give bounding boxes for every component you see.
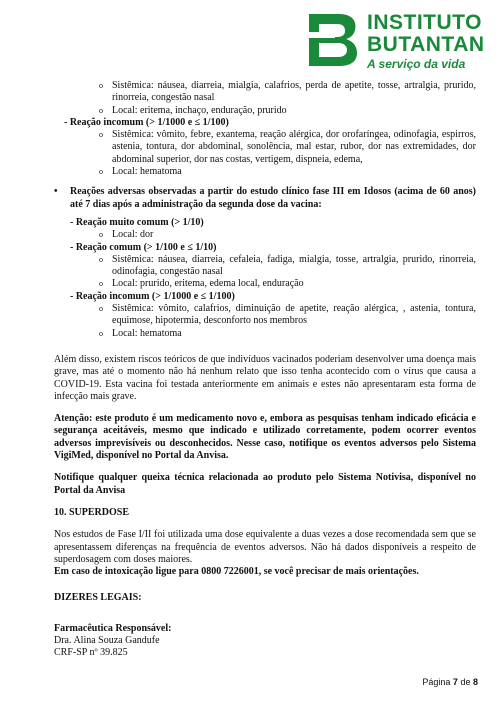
paragraph-notivisa: Notifique qualquer queixa técnica relacionada ao produto pelo Sistema Notivisa, disponível no Portal da Anvisa [54, 472, 476, 496]
list-item: o Local: hematoma [99, 327, 182, 339]
circle-bullet-icon: o [99, 279, 103, 289]
pharmacist-name: Dra. Alina Souza Gandufe [54, 634, 160, 646]
circle-bullet-icon: o [99, 130, 103, 140]
document-body [54, 80, 476, 660]
circle-bullet-icon: o [99, 105, 103, 115]
butantan-b-logo-icon [305, 10, 363, 68]
legal-heading: DIZERES LEGAIS: [54, 592, 142, 604]
section-heading-superdose: 10. SUPERDOSE [54, 506, 130, 518]
list-item: o Local: dor [99, 229, 154, 241]
list-item: o Sistêmica: vômito, calafrios, diminuição de apetite, reação alérgica, , astenia, tontura, equimose, hipotermia, desconforto nos membros [99, 303, 476, 327]
paragraph-intoxication: Em caso de intoxicação ligue para 0800 7226001, se você precisar de mais orientações. [54, 566, 419, 578]
circle-bullet-icon: o [99, 167, 103, 177]
circle-bullet-icon: o [99, 81, 103, 90]
page-number: Página 7 de 8 [422, 677, 478, 687]
logo-text-instituto: INSTITUTO [367, 11, 482, 34]
reaction-heading: - Reação muito comum (> 1/10) [70, 216, 204, 228]
list-item: o Local: prurido, eritema, edema local, enduração [99, 278, 304, 290]
list-item: o Sistêmica: vômito, febre, exantema, reação alérgica, dor orofaríngea, odinofagia, espirros, astenia, tontura, dor abdominal, sonolência, mal estar, rubor, dor nas extremidades, dor abdominal superior, dor nas costas, vertigem, dispneia, edema, [99, 129, 476, 165]
logo-text-butantan: BUTANTAN [367, 33, 485, 56]
institute-logo [305, 10, 495, 72]
reaction-heading: - Reação incomum (> 1/1000 e ≤ 1/100) [70, 290, 235, 302]
circle-bullet-icon: o [99, 304, 103, 314]
circle-bullet-icon: o [99, 328, 103, 338]
circle-bullet-icon: o [99, 230, 103, 240]
pharmacist-title: Farmacêutica Responsável: [54, 622, 172, 634]
reaction-heading: - Reação incomum (> 1/1000 e ≤ 1/100) [64, 116, 229, 128]
paragraph-attention: Atenção: este produto é um medicamento novo e, embora as pesquisas tenham indicado eficácia e segurança aceitáveis, mesmo que indicado e utilizado corretamente, podem ocorrer eventos adversos imprevisíveis ou desconhecidos. Nesse caso, notifique os eventos adversos pelo Sistema VigiMed, disponível no Portal da Anvisa. [54, 413, 476, 462]
paragraph-risks: Além disso, existem riscos teóricos de que indivíduos vacinados poderiam desenvolver uma doença mais grave, mas até o momento não há nenhum relato que isso tenha acontecido com o vírus que causa a COVID-19. Esta vacina foi testada anteriormente em animais e estes não apresentaram esta forma de infecção mais grave. [54, 353, 476, 402]
section-bullet: • Reações adversas observadas a partir do estudo clínico fase III em Idosos (acima de 60 anos) até 7 dias após a administração da segunda dose da vacina: [54, 186, 476, 210]
reaction-heading: - Reação comum (> 1/100 e ≤ 1/10) [70, 241, 217, 253]
paragraph-superdose: Nos estudos de Fase I/II foi utilizada uma dose equivalente a duas vezes a dose recomendada sem que se apresentassem diferenças na frequência de eventos adversos. Não há dados disponíveis a respeito de superdosagem com doses maiores. [54, 529, 476, 565]
circle-bullet-icon: o [99, 254, 103, 264]
pharmacist-crf: CRF-SP nº 39.825 [54, 647, 128, 659]
list-item: o Local: hematoma [99, 166, 182, 178]
list-item: o Sistêmica: náusea, diarreia, mialgia, calafrios, perda de apetite, tosse, artralgia, prurido, rinorreia, congestão nasal [99, 80, 476, 104]
logo-tagline: A serviço da vida [367, 57, 466, 71]
list-item: o Sistêmica: náusea, diarreia, cefaleia, fadiga, mialgia, tosse, artralgia, prurido, rinorreia, odinofagia, congestão nasal [99, 253, 476, 278]
bullet-icon: • [54, 186, 58, 198]
list-item: o Local: eritema, inchaço, enduração, prurido [99, 104, 287, 116]
